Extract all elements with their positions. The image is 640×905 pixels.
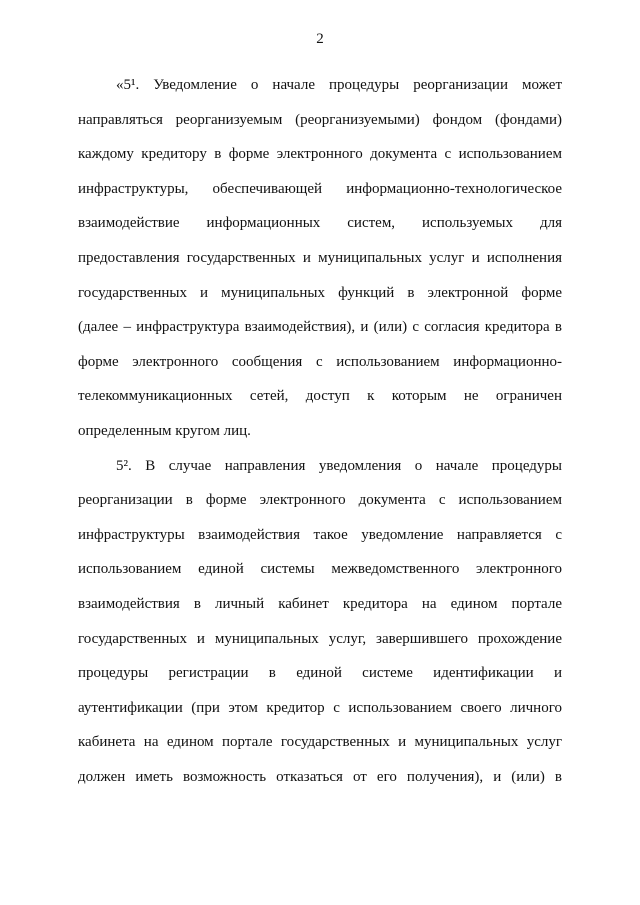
text-line: взаимодействия в личный кабинет кредитора на едином портале: [78, 595, 562, 612]
text-line: телекоммуникационных сетей, доступ к которым не ограничен: [78, 388, 562, 405]
text-line: использованием единой системы межведомственного электронного: [78, 561, 562, 578]
text-line: инфраструктуры, обеспечивающей информационно-технологическое: [78, 180, 562, 197]
text-line: форме электронного сообщения с использованием информационно-: [78, 353, 562, 370]
text-line: государственных и муниципальных услуг, завершившего прохождение: [78, 630, 562, 647]
text-line: процедуры регистрации в единой системе идентификации и: [78, 665, 562, 682]
paragraph-5-1: [78, 68, 562, 449]
text-line: предоставления государственных и муниципальных услуг и исполнения: [78, 249, 562, 266]
text-line: инфраструктуры взаимодействия такое уведомление направляется с: [78, 526, 562, 543]
paragraph-5-2: [78, 449, 562, 795]
text-line: «5¹. Уведомление о начале процедуры реорганизации может: [116, 77, 562, 93]
text-line: направляться реорганизуемым (реорганизуемыми) фондом (фондами): [78, 111, 562, 128]
text-line: должен иметь возможность отказаться от его получения), и (или) в: [78, 768, 562, 785]
text-line: государственных и муниципальных функций в электронной форме: [78, 284, 562, 301]
text-line: каждому кредитору в форме электронного документа с использованием: [78, 146, 562, 163]
text-line: реорганизации в форме электронного документа с использованием: [78, 492, 562, 509]
page-number: 2: [316, 31, 324, 47]
text-line: определенным кругом лиц.: [78, 422, 251, 439]
text-line: взаимодействие информационных систем, используемых для: [78, 215, 562, 232]
text-line: аутентификации (при этом кредитор с использованием своего личного: [78, 699, 562, 716]
text-line: (далее – инфраструктура взаимодействия), и (или) с согласия кредитора в: [78, 319, 562, 336]
document-body: [78, 68, 562, 794]
text-line: 5². В случае направления уведомления о начале процедуры: [116, 457, 562, 474]
text-line: кабинета на едином портале государственных и муниципальных услуг: [78, 734, 562, 751]
